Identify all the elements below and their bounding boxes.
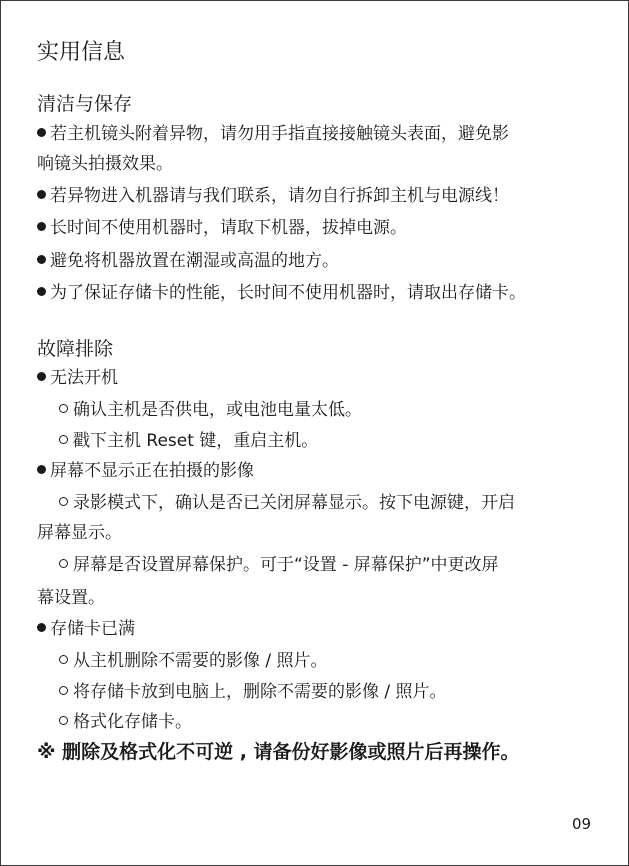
bullet-icon: [37, 255, 46, 264]
bullet-icon: [37, 222, 46, 231]
bullet-icon: [37, 128, 46, 137]
sub-list-item: 将存储卡放到电脑上，删除不需要的影像 / 照片。: [37, 677, 447, 707]
page-number: 09: [572, 815, 592, 833]
list-item: 无法开机: [37, 363, 118, 393]
list-item: 避免将机器放置在潮湿或高温的地方。: [37, 246, 339, 276]
bullet-icon: [37, 372, 46, 381]
sub-list-item-continuation: 屏幕显示。: [37, 523, 122, 543]
bullet-icon: [37, 465, 46, 474]
list-item: 长时间不使用机器时，请取下机器，拔掉电源。: [37, 213, 407, 243]
bullet-icon: [37, 287, 46, 296]
sub-list-item: 录影模式下，确认是否已关闭屏幕显示。按下电源键，开启: [37, 488, 515, 518]
bullet-icon: [37, 190, 46, 199]
circle-bullet-icon: [59, 435, 68, 444]
section-heading-troubleshooting: 故障排除: [37, 338, 114, 360]
circle-bullet-icon: [59, 497, 68, 506]
sub-list-item: 戳下主机 Reset 键，重启主机。: [37, 426, 318, 456]
sub-list-item: 从主机删除不需要的影像 / 照片。: [37, 646, 328, 676]
bullet-icon: [37, 623, 46, 632]
list-item: 屏幕不显示正在拍摄的影像: [37, 456, 254, 486]
circle-bullet-icon: [59, 716, 68, 725]
circle-bullet-icon: [59, 686, 68, 695]
list-item: 存储卡已满: [37, 614, 135, 644]
circle-bullet-icon: [59, 655, 68, 664]
page-title: 实用信息: [37, 40, 126, 65]
circle-bullet-icon: [59, 559, 68, 568]
list-item: 若异物进入机器请与我们联系，请勿自行拆卸主机与电源线！: [37, 181, 509, 211]
list-item-continuation: 响镜头拍摄效果。: [37, 154, 173, 174]
sub-list-item: 格式化存储卡。: [37, 707, 192, 737]
circle-bullet-icon: [59, 404, 68, 413]
list-item: 为了保证存储卡的性能，长时间不使用机器时，请取出存储卡。: [37, 278, 526, 308]
section-heading-cleaning: 清洁与保存: [37, 93, 133, 115]
sub-list-item: 屏幕是否设置屏幕保护。可于“设置 - 屏幕保护”中更改屏: [37, 550, 499, 580]
warning-note: ※ 删除及格式化不可逆 , 请备份好影像或照片后再操作。: [37, 741, 520, 763]
sub-list-item: 确认主机是否供电，或电池电量太低。: [37, 395, 362, 425]
sub-list-item-continuation: 幕设置。: [37, 588, 105, 608]
list-item: 若主机镜头附着异物，请勿用手指直接接触镜头表面，避免影: [37, 119, 509, 149]
